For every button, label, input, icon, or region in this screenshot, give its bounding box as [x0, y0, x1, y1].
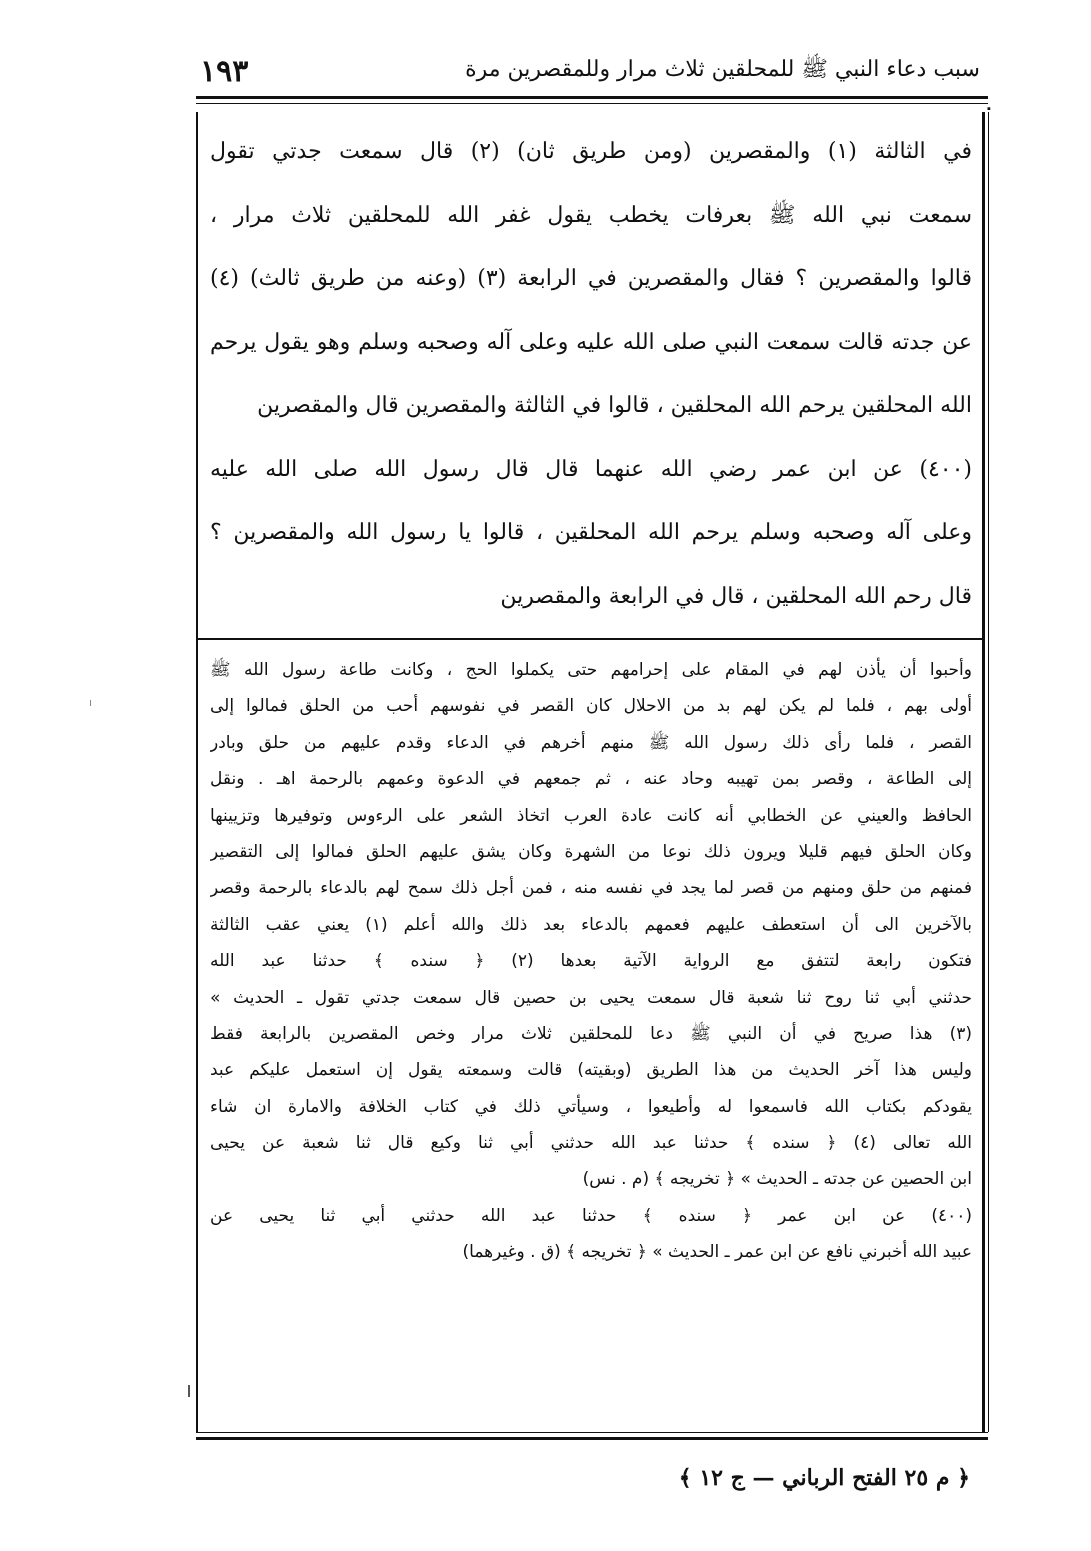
hadith-line: (٤٠٠) عن ابن عمر رضي الله عنهما قال قال رسول الله صلى الله عليه: [210, 456, 972, 482]
commentary-line: وليس هذا آخر الحديث من هذا الطريق (وبقيته) قالت وسمعته يقول إن استعمل عليكم عبد: [210, 1060, 972, 1081]
hadith-line: الله المحلقين يرحم الله المحلقين ، قالوا في الثالثة والمقصرين قال والمقصرين: [257, 393, 972, 418]
commentary-line: عبيد الله أخبرني نافع عن ابن عمر ـ الحديث » ﴿ تخريجه ﴾ (ق . وغيرهما): [462, 1242, 972, 1263]
commentary-line: إلى الطاعة ، وقصر بمن تهيبه وحاد عنه ، ثم جمعهم في الدعوة وعمهم بالرحمة اهـ . ونقل: [210, 769, 972, 790]
commentary-line: القصر ، فلما رأى ذلك رسول الله ﷺ منهم أخرهم في الدعاء وقدم عليهم من حلق وبادر: [210, 732, 972, 753]
commentary-line: حدثني أبي ثنا روح ثنا شعبة قال سمعت يحيى بن حصين قال سمعت جدتي تقول ـ الحديث »: [210, 987, 972, 1008]
commentary-text-block: [210, 652, 972, 1342]
page-header: [200, 46, 980, 96]
frame-corner-mark: ٠: [984, 98, 994, 117]
hadith-line: في الثالثة (١) والمقصرين (ومن طريق ثان) (٢) قال سمعت جدتي تقول: [210, 139, 972, 164]
commentary-line: ابن الحصين عن جدته ـ الحديث » ﴿ تخريجه ﴾ (م . نس): [582, 1169, 972, 1190]
commentary-line: فتكون رابعة لتتفق مع الرواية الآتية بعدها (٢) ﴿ سنده ﴾ حدثنا عبد الله: [210, 951, 972, 972]
commentary-line: بالآخرين الى أن استعطف عليهم فعمهم بالدعاء بعد ذلك والله أعلم (١) يعني عقب الثالثة: [210, 914, 972, 935]
margin-mark: [188, 1385, 190, 1397]
commentary-line: الحافظ والعيني عن الخطابي أنه كانت عادة العرب اتخاذ الشعر على الرءوس وتوفيرها وتزيينها: [210, 805, 972, 826]
commentary-line: (٤٠٠) عن ابن عمر ﴿ سنده ﴾ حدثنا عبد الله حدثني أبي ثنا يحيى عن: [210, 1205, 972, 1226]
page-footer: [650, 1456, 970, 1500]
running-title: سبب دعاء النبي ﷺ للمحلقين ثلاث مرار وللمقصرين مرة: [465, 57, 980, 82]
commentary-line: (٣) هذا صريح في أن النبي ﷺ دعا للمحلقين ثلاث مرار وخص المقصرين بالرابعة فقط: [210, 1023, 972, 1044]
hadith-line: قال رحم الله المحلقين ، قال في الرابعة والمقصرين: [500, 583, 972, 609]
header-rule-thick: [196, 96, 988, 99]
margin-dot: [90, 700, 91, 706]
bottom-rule-thick: [196, 1437, 988, 1440]
page-number: ١٩٣: [200, 53, 249, 89]
bottom-rule-thin: [196, 1432, 988, 1433]
frame-right-border: [982, 112, 985, 1432]
commentary-line: وأحبوا أن يأذن لهم في المقام على إحرامهم حتى يكملوا الحج ، وكانت طاعة رسول الله ﷺ: [210, 660, 972, 680]
hadith-line: قالوا والمقصرين ؟ فقال والمقصرين في الرابعة (٣) (وعنه من طريق ثالث) (٤): [210, 266, 972, 291]
hadith-line: سمعت نبي الله ﷺ بعرفات يخطب يقول غفر الله للمحلقين ثلاث مرار ،: [210, 202, 972, 228]
commentary-line: فمنهم من حلق ومنهم من قصر لما يجد في نفسه منه ، فمن أجل ذلك سمح لهم بالدعاء بالرحمة وقصر: [210, 878, 972, 899]
frame-left-border: [196, 112, 198, 1432]
hadith-line: وعلى آله وصحبه وسلم يرحم الله المحلقين ، قالوا يا رسول الله والمقصرين ؟: [210, 520, 972, 545]
header-rule-thin: [196, 103, 988, 104]
commentary-line: يقودكم بكتاب الله فاسمعوا له وأطيعوا ، وسيأتي ذلك في كتاب الخلافة والامارة ان شاء: [210, 1096, 972, 1117]
section-divider: [198, 638, 984, 640]
hadith-line: عن جدته قالت سمعت النبي صلى الله عليه وعلى آله وصحبه وسلم وهو يقول يرحم: [210, 329, 972, 355]
printer-signature: ﴿ م ٢٥ الفتح الرباني — ج ١٢ ﴾: [678, 1465, 970, 1491]
commentary-line: الله تعالى (٤) ﴿ سنده ﴾ حدثنا عبد الله حدثني أبي ثنا وكيع قال ثنا شعبة عن يحيى: [210, 1133, 972, 1154]
commentary-line: وكان الحلق فيهم قليلا ويرون ذلك نوعا من الشهرة وكان يشق عليهم الحلق فمالوا إلى التقصير: [210, 841, 972, 862]
hadith-text-block: [210, 120, 972, 630]
commentary-line: أولى بهم ، فلما لم يكن لهم بد من الاحلال كان القصر في نفوسهم أحب من الحلق فمالوا إلى: [210, 696, 972, 717]
frame-right-border-inner: [988, 112, 989, 1432]
